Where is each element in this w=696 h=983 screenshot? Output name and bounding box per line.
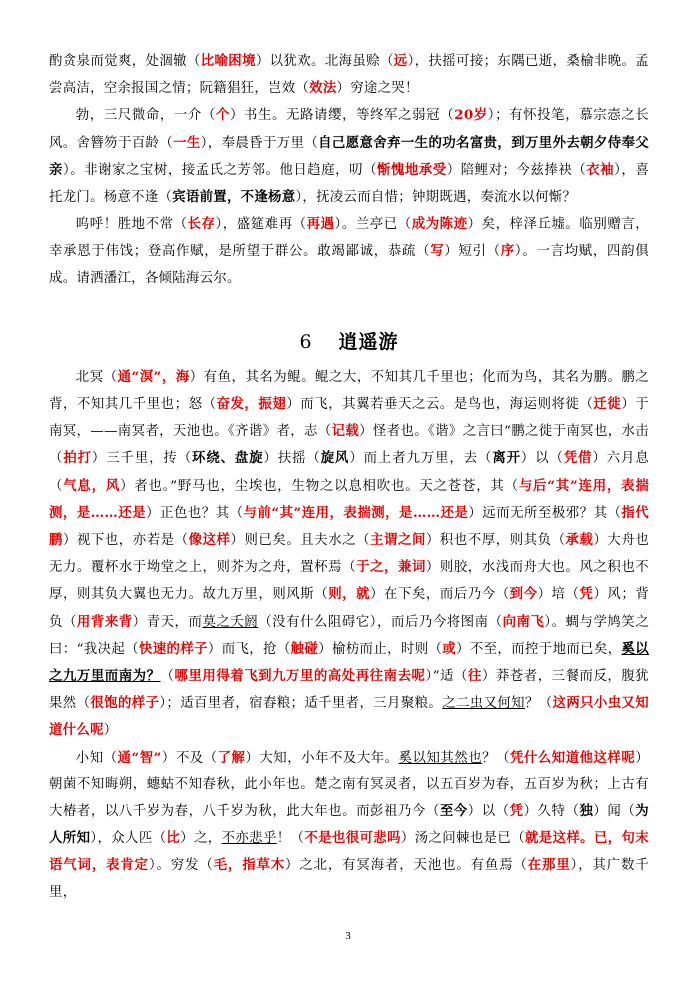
text-run: ），喜托龙门。杨意不逢（ (49, 162, 650, 206)
annotation-red: 快速的样子 (138, 640, 208, 657)
annotation-red: 像这样 (188, 532, 231, 549)
annotation-red: 这两只小虫又知道什么呢 (49, 695, 649, 739)
text-run: ）于南冥，——南冥者，天池也。《齐谐》者，志（ (49, 397, 649, 440)
document-page (49, 48, 649, 906)
text-run: ）莽苍者，三餐而反，腹犹果然（ (49, 669, 649, 712)
annotation-red: 个 (215, 107, 230, 124)
annotation-bold: 环绕、盘旋 (192, 450, 264, 467)
text-run: ）而上者九万里，去（ (349, 451, 493, 467)
annotation-red: 在那里 (527, 857, 571, 874)
text-run: （ (160, 669, 175, 685)
text-run: 勃，三尺微命，一介（ (75, 108, 216, 124)
annotation-red: 凭 (509, 803, 524, 820)
annotation-red: 哪里用得着飞到九万里的高处再往南去呢 (174, 668, 426, 685)
text-run: ）。非谢家之宝树，接孟氏之芳邻。他日趋庭，叨（ (62, 162, 378, 178)
text-run: （没有什么阻碍它），而后乃今将图南（ (258, 614, 503, 630)
annotation-red: 比 (166, 830, 181, 847)
text-run: ）风；背负（ (49, 587, 650, 630)
paragraph-xiaoyaoyou-2 (49, 745, 649, 906)
section-heading (49, 328, 649, 356)
annotation-red: 往 (467, 668, 482, 685)
annotation-bold: 自己愿意舍弃一生的功名富贵，到万里外去朝夕侍奉父亲 (49, 134, 650, 178)
page-number: 3 (345, 930, 351, 942)
text-run: ）则胶，水浅而舟大也。风之积也不厚，则其负大翼也无力。故九万里，则风斯（ (49, 560, 649, 603)
text-run: ？（ (482, 750, 511, 766)
annotation-red: 凭 (579, 586, 594, 603)
annotation-red: 序 (500, 243, 515, 260)
paragraph-xiaoyaoyou-1 (49, 364, 649, 745)
annotation-red: 不是也很可悲吗 (304, 830, 401, 847)
text-run: ？（ (524, 696, 553, 712)
text-run: 呜呼！胜地不常（ (75, 217, 188, 233)
annotation-red: 凭借 (563, 450, 593, 467)
underlined-phrase: 奚以知其然也 (398, 750, 483, 766)
text-run: ！（ (276, 831, 305, 847)
annotation-red: 通“智” (117, 749, 162, 766)
text-run: ）视下也，亦若是（ (62, 533, 189, 549)
annotation-red: 奋发，振翅 (216, 396, 287, 413)
annotation-red: 与前“其”连用，表揣测，是……还是 (243, 504, 469, 521)
text-run: ）。兰亭已（ (334, 217, 412, 233)
paragraph-tengwangge-2 (49, 102, 649, 211)
annotation-red: 远 (393, 53, 408, 69)
text-run: ）以（ (467, 804, 510, 820)
paragraph-tengwangge-1 (49, 48, 649, 102)
annotation-bold: 独 (579, 803, 594, 820)
annotation-red: 记载 (331, 423, 360, 440)
annotation-red: 则，就 (328, 586, 371, 603)
annotation-red: 写 (430, 243, 445, 260)
annotation-bold: 宾语前置，不逢杨意 (172, 189, 296, 206)
text-run: ）不至，而控于地而已矣， (456, 641, 622, 657)
text-run: ）而飞，其翼若垂天之云。是鸟也，海运则将徙（ (286, 397, 594, 413)
text-run: ）汤之问棘也是已（ (400, 831, 525, 847)
annotation-red: 了解 (217, 749, 246, 766)
annotation-red: 与后“其”连用，表揣测，是……还是 (49, 477, 650, 521)
text-run: ）有鱼，其名为鲲。鲲之大，不知其几千里也；化而为鸟，其名为鹏。鹏之背，不知其几千里也；怒（ (49, 369, 649, 413)
text-run: ）以犹欢。北海虽赊（ (255, 54, 394, 69)
annotation-red: 承载 (565, 532, 594, 549)
text-run: ）榆枋而止，时则（ (318, 641, 443, 657)
text-run: ）；适百里者，宿舂粮；适千里者，三月聚粮。 (159, 696, 443, 712)
text-run: ）远而无所至极邪？其（ (468, 505, 622, 521)
annotation-bold: 至今 (439, 803, 468, 820)
annotation-red: 拍打 (63, 450, 92, 467)
text-run: ）扶摇（ (263, 451, 321, 467)
text-run: ）青天，而 (132, 614, 203, 630)
text-run: ）闻（ (593, 804, 636, 820)
annotation-red: 凭什么知道他这样呢 (510, 749, 636, 766)
section-spacer (49, 292, 649, 328)
annotation-red: 比喻困境 (200, 53, 256, 69)
text-run: ）穷途之哭！ (336, 81, 419, 97)
underlined-phrase: 之二虫又何知 (442, 696, 525, 712)
annotation-red: 主谓之间 (370, 532, 426, 549)
annotation-red: 通“溟”，海 (117, 368, 190, 385)
annotation-red: 20岁 (454, 107, 488, 124)
underlined-phrase: 不亦悲乎 (221, 831, 277, 847)
annotation-red: 一生 (173, 134, 201, 151)
text-run: ）大舟也无力。覆杯水于坳堂之上，则芥为之舟，置杯焉（ (49, 533, 650, 576)
text-run: ）者也。”野马也，尘埃也，生物之以息相吹也。天之苍苍，其（ (120, 478, 519, 494)
text-run: ），众人匹（ (90, 831, 167, 847)
text-run: ）朝菌不知晦朔，蟪蛄不知春秋，此小年也。楚之南有冥灵者，以五百岁为春，五百岁为秋；上古有大椿者，以八千岁为春，八千岁为秋，此大年也。而彭祖乃今（ (49, 750, 650, 820)
annotation-red: 再遇 (306, 216, 335, 233)
text-run: ）陪鲤对；今兹捧袂（ (446, 162, 587, 178)
annotation-red: 或 (442, 640, 457, 657)
text-run: ）不及（ (161, 750, 218, 766)
annotation-red: 惭愧地承受 (377, 161, 447, 178)
text-run: ）。蜩与学鸠笑之曰：“我决起（ (49, 614, 650, 657)
annotation-red: 用背来背 (76, 613, 133, 630)
annotation-red: 气息，风 (63, 477, 121, 494)
annotation-bold: 旋风 (320, 450, 350, 467)
annotation-red: 触碰 (290, 640, 319, 657)
annotation-red: 毛，指草木 (213, 857, 286, 874)
text-run: ）积也不厚，则其负（ (425, 533, 566, 549)
text-run: ）之北，有冥海者，天池也。有鱼焉（ (285, 858, 528, 874)
text-run: ），其广数千里， (49, 858, 650, 900)
section-number: 6 (299, 330, 313, 353)
text-run: ）矣，梓泽丘墟。临别赠言，幸承恩于伟饯；登高作赋，是所望于群公。敢竭鄙诚，恭疏（ (49, 217, 649, 260)
text-run: ） (103, 723, 118, 739)
text-run: 小知（ (75, 750, 118, 766)
annotation-red: 向南飞 (502, 613, 545, 630)
text-run: ）三千里，抟（ (91, 451, 193, 467)
annotation-red: 成为陈迹 (411, 216, 468, 233)
annotation-red: 衣袖 (586, 161, 615, 178)
annotation-red: 就是这样。已，句末语气词，表肯定 (49, 830, 650, 874)
text-run: ）大知，小年不及大年。 (245, 750, 399, 766)
text-run: ），抚凌云而自惜；钟期既遇，奏流水以何惭？ (295, 190, 577, 206)
text-run: ）怪者也。《谐》之言曰“鹏之徙于南冥也，水击（ (49, 424, 649, 467)
annotation-bold: 为人所知 (49, 803, 649, 847)
annotation-red: 指代鹏 (49, 504, 649, 549)
annotation-red: 迁徙 (593, 396, 622, 413)
annotation-bold: 离开 (492, 450, 521, 467)
annotation-red: 长存 (187, 216, 216, 233)
text-run: ）而飞，抢（ (207, 641, 291, 657)
paragraph-tengwangge-3 (49, 211, 649, 292)
text-run: ）之， (180, 831, 222, 847)
annotation-red: 到今 (509, 586, 538, 603)
annotation-red: 于之，兼词 (356, 559, 426, 576)
underlined-phrase: 莫之夭阏 (202, 614, 259, 630)
text-run: ）短引（ (444, 244, 501, 260)
text-run: ）”适（ (425, 669, 468, 685)
text-run: ），奉晨昏于万里（ (200, 135, 319, 151)
text-run: ）；有怀投笔，慕宗悫之长风。舍簪笏于百龄（ (49, 108, 649, 151)
text-run: 北冥（ (75, 369, 118, 385)
text-run: ）以（ (520, 451, 564, 467)
section-title: 逍遥游 (338, 330, 399, 353)
text-run: ）则已矣。且夫水之（ (230, 533, 371, 549)
text-run: 酌贪泉而觉爽，处涸辙（ (49, 54, 201, 69)
text-run: ）正色也？其（ (146, 505, 244, 521)
text-run: ）。一言均赋，四韵俱成。请洒潘江，各倾陆海云尔。 (49, 244, 649, 286)
text-run: ）培（ (537, 587, 580, 603)
text-run: ）六月息（ (49, 451, 650, 494)
annotation-red: 效法 (309, 80, 337, 97)
text-run: ），扶摇可接；东隅已逝，桑榆非晚。孟尝高洁，空余报国之情；阮籍猖狂，岂效（ (49, 54, 650, 97)
annotation-red: 很饱的样子 (90, 695, 160, 712)
text-run: ），盛筵难再（ (215, 217, 307, 233)
text-run: ）在下矣，而后乃今（ (370, 587, 510, 603)
text-run: ）书生。无路请缨，等终军之弱冠（ (229, 108, 455, 124)
annotation-bold: 奚以之九万里而南为？ (49, 640, 649, 685)
text-run: ）久特（ (523, 804, 580, 820)
text-run: ）。穷发（ (148, 858, 214, 874)
